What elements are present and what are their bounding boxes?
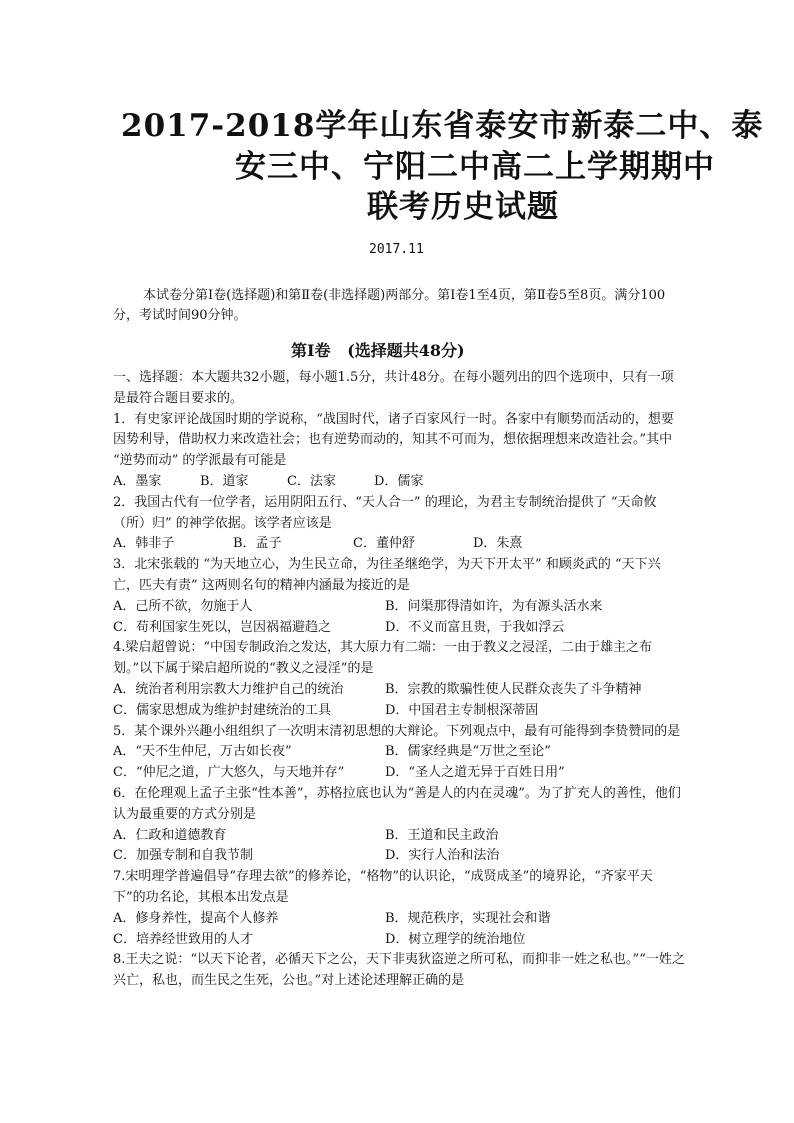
option-6b: B．王道和民主政治 xyxy=(385,827,499,843)
option-4b: B．宗教的欺骗性使人民群众丧失了斗争精神 xyxy=(385,681,642,697)
exam-title-line-1: 2017-2018学年山东省泰安市新泰二中、泰 xyxy=(121,108,764,144)
option-6d: D．实行人治和法治 xyxy=(385,848,500,864)
option-3d: D．不义而富且贵，于我如浮云 xyxy=(385,619,565,635)
question-stem-1: 1．有史家评论战国时期的学说称，“战国时代，诸子百家风行一时。各家中有顺势而活动的，想要因势利导，借助权力来改造社会；也有逆势而动的，知其不可而为，想依据理想来改造社会。”其中 “逆势而动” 的学派最有可能是 xyxy=(113,411,674,469)
option-2c: C．董仲舒 xyxy=(353,536,415,552)
option-row xyxy=(113,680,685,701)
option-row xyxy=(113,742,685,763)
option-3a: A．己所不欲，勿施于人 xyxy=(113,598,253,614)
option-4d: D．中国君主专制根深蒂固 xyxy=(385,702,539,718)
option-row xyxy=(113,826,685,847)
option-6c: C．加强专制和自我节制 xyxy=(113,848,253,864)
option-2a: A．韩非子 xyxy=(113,536,175,552)
question-stem-3: 3．北宋张载的 “为天地立心，为生民立命，为往圣继绝学，为天下开太平” 和顾炎武的 “天下兴亡，匹夫有责” 这两则名句的精神内涵最为接近的是 xyxy=(113,557,661,593)
option-5c: C．“仲尼之道，广大悠久，与天地并存” xyxy=(113,765,345,781)
option-1b: B．道家 xyxy=(200,473,249,489)
option-1a: A．墨家 xyxy=(113,473,162,489)
option-row xyxy=(113,701,685,722)
option-1c: C．法家 xyxy=(287,473,336,489)
exam-date: 2017.11 xyxy=(369,242,424,257)
option-1d: D．儒家 xyxy=(374,473,424,489)
option-6a: A．仁政和道德教育 xyxy=(113,827,227,843)
option-4a: A．统治者利用宗教大力维护自己的统治 xyxy=(113,681,344,697)
option-row xyxy=(113,930,685,951)
instructions: 一、选择题：本大题共32小题，每小题1.5分，共计48分。在每小题列出的四个选项中，只有一项是最符合题目要求的。 xyxy=(113,370,674,406)
option-5a: A．“天不生仲尼，万古如长夜” xyxy=(113,744,292,760)
option-4c: C．儒家思想成为维护封建统治的工具 xyxy=(113,702,331,718)
exam-title-line-2: 安三中、宁阳二中高二上学期期中 xyxy=(235,149,715,185)
option-2b: B．孟子 xyxy=(233,536,282,552)
question-stem-2: 2．我国古代有一位学者，运用阴阳五行、“天人合一” 的理论，为君主专制统治提供了 “天命攸（所）归” 的神学依据。该学者应该是 xyxy=(113,494,657,531)
question-stem-6: 6．在伦理观上孟子主张“性本善”，苏格拉底也认为“善是人的内在灵魂”。为了扩充人的善性，他们认为最重要的方式分别是 xyxy=(113,785,681,822)
option-3c: C．苟利国家生死以，岂因祸福避趋之 xyxy=(113,619,331,635)
option-row xyxy=(113,909,685,930)
question-stem-8: 8.王夫之说：“以天下论者，必循天下之公，天下非夷狄盗逆之所可私，而抑非一姓之私也。”“一姓之兴亡，私也，而生民之生死，公也。”对上述论述理解正确的是 xyxy=(113,952,685,989)
option-5b: B．儒家经典是“万世之至论” xyxy=(385,744,551,760)
question-stem-7: 7.宋明理学普遍倡导“存理去欲”的修养论，“格物”的认识论，“成贤成圣”的境界论，“齐家平天下”的功名论，其根本出发点是 xyxy=(113,869,653,905)
option-7a: A．修身养性，提高个人修养 xyxy=(113,910,279,926)
option-7c: C．培养经世致用的人才 xyxy=(113,931,253,947)
question-body xyxy=(113,368,685,992)
option-row xyxy=(113,846,685,867)
option-2d: D．朱熹 xyxy=(473,536,523,552)
exam-title-line-3: 联考历史试题 xyxy=(367,189,559,225)
exam-intro: 本试卷分第Ⅰ卷(选择题)和第Ⅱ卷(非选择题)两部分。第Ⅰ卷1至4页，第Ⅱ卷5至8页。满分100分，考试时间90分钟。 xyxy=(113,288,666,323)
option-row xyxy=(113,534,685,555)
section-title: 第Ⅰ卷 (选择题共48分) xyxy=(291,341,465,360)
option-row xyxy=(113,472,685,493)
option-5d: D．“圣人之道无异于百姓日用” xyxy=(385,765,565,781)
option-7b: B．规范秩序，实现社会和谐 xyxy=(385,910,551,926)
question-stem-5: 5．某个课外兴趣小组组织了一次明末清初思想的大辩论。下列观点中，最有可能得到李贽赞同的是 xyxy=(113,723,681,739)
question-stem-4: 4.梁启超曾说：“中国专制政治之发达，其大原力有二端：一由于教义之浸淫，二由于雄主之布划。”以下属于梁启超所说的“教义之浸淫”的是 xyxy=(113,640,653,677)
option-row xyxy=(113,618,685,639)
option-7d: D．树立理学的统治地位 xyxy=(385,931,526,947)
option-row xyxy=(113,597,685,618)
option-row xyxy=(113,763,685,784)
option-3b: B．问渠那得清如许，为有源头活水来 xyxy=(385,598,603,614)
